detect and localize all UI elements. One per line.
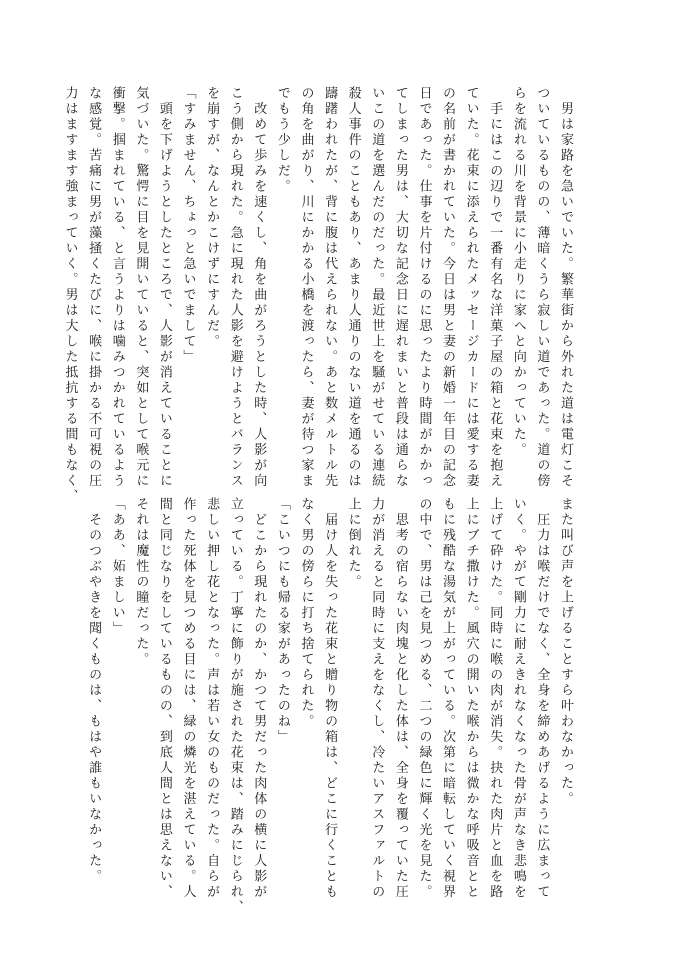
- text-line: らを流れる川を背景に小走りに家へと向かっていた。: [510, 86, 526, 458]
- text-line: でもう少しだ。: [274, 86, 290, 195]
- text-line: を崩すが、なんとかこけずにすんだ。: [204, 86, 220, 350]
- text-line: 上げて砕けた。同時に喉の肉が消失。抉れた肉片と血を路: [487, 497, 503, 900]
- text-line: の名前が書かれていた。今日は男と妻の新婚一年目の記念: [440, 86, 456, 489]
- text-line: 頭を下げようとしたところで、人影が消えていることに: [156, 86, 172, 489]
- text-line: 気づいた。驚愕に目を見開いていると、突如として喉元に: [133, 86, 149, 489]
- text-line: 躊躇われたが、背に腹は代えられない。あと数メルトル先: [322, 86, 338, 489]
- text-line: てしまった男は、大切な記念日に遅れまいと普段は通らな: [392, 86, 408, 489]
- text-line: 「ああ、妬ましい」: [109, 497, 125, 637]
- text-block-top: [58, 86, 577, 505]
- text-line: そのつぶやきを聞くものは、もはや誰もいなかった。: [86, 497, 102, 885]
- text-line: 思考の宿らない肉塊と化した体は、全身を覆っていた圧: [392, 497, 408, 900]
- text-line: 殺人事件のこともあり、あまり人通りのない道を通るのは: [345, 86, 361, 489]
- text-line: こう側から現れた。急に現れた人影を避けようとバランス: [227, 86, 243, 489]
- text-line: 立っている。丁寧に飾りが施された花束は、踏みにじられ、: [227, 497, 243, 916]
- text-line: な感覚。苦痛に男が藻掻くたびに、喉に掛かる不可視の圧: [86, 86, 102, 489]
- text-line: 作った死体を見つめる目には、緑の燐光を湛えている。人: [180, 497, 196, 900]
- text-line: どこから現れたのか、かつて男だった肉体の横に人影が: [251, 497, 267, 900]
- text-line: いく。やがて剛力に耐えきれなくなった骨が声なき悲鳴を: [510, 497, 526, 900]
- text-line: 上に倒れた。: [345, 497, 361, 590]
- text-line: 日であった。仕事を片付けるのに思ったより時間がかかっ: [416, 86, 432, 489]
- text-line: 手にはこの辺りで一番有名な洋菓子屋の箱と花束を抱え: [487, 86, 503, 489]
- text-line: 「すみません、ちょっと急いでまして」: [180, 86, 196, 365]
- text-line: ついているものの、薄暗くうら寂しい道であった。道の傍: [534, 86, 550, 489]
- text-line: いこの道を選んだのだった。最近世上を騒がせている連続: [369, 86, 385, 489]
- text-line: 力はますます強まっていく。男は大した抵抗する間もなく、: [62, 86, 78, 505]
- text-line: 悲しい押し花となった。声は若い女のものだった。自らが: [204, 497, 220, 900]
- text-line: 間と同じなりをしているものの、到底人間とは思えない、: [156, 497, 172, 900]
- text-line: ていた。花束に添えられたメッセージカードには愛する妻: [463, 86, 479, 489]
- text-line: の角を曲がり、川にかかる小橋を渡ったら、妻が待つ家ま: [298, 86, 314, 489]
- text-line: 男は家路を急いでいた。繁華街から外れた道は電灯こそ: [558, 86, 573, 489]
- text-block-bottom: [82, 497, 577, 916]
- text-line: また叫び声を上げることすら叶わなかった。: [558, 497, 573, 807]
- text-line: 衝撃。掴まれている、と言うよりは噛みつかれているよう: [109, 86, 125, 489]
- text-line: 「こいつにも帰る家があったのね」: [274, 497, 290, 745]
- text-line: 改めて歩みを速くし、角を曲がろうとした時、人影が向: [251, 86, 267, 489]
- text-line: の中で、男は己を見つめる、二つの緑色に輝く光を見た。: [416, 497, 432, 900]
- text-line: もに残酷な湯気が上がっている。次第に暗転していく視界: [440, 497, 456, 900]
- text-line: 届け人を失った花束と贈り物の箱は、どこに行くことも: [322, 497, 338, 900]
- text-line: 力が消えると同時に支えをなくし、冷たいアスファルトの: [369, 497, 385, 900]
- text-line: それは魔性の瞳だった。: [133, 497, 149, 668]
- text-line: 上にブチ撒けた。風穴の開いた喉からは微かな呼吸音とと: [463, 497, 479, 900]
- text-line: 圧力は喉だけでなく、全身を締めあげるように広まって: [534, 497, 550, 900]
- text-line: なく男の傍らに打ち捨てられた。: [298, 497, 314, 730]
